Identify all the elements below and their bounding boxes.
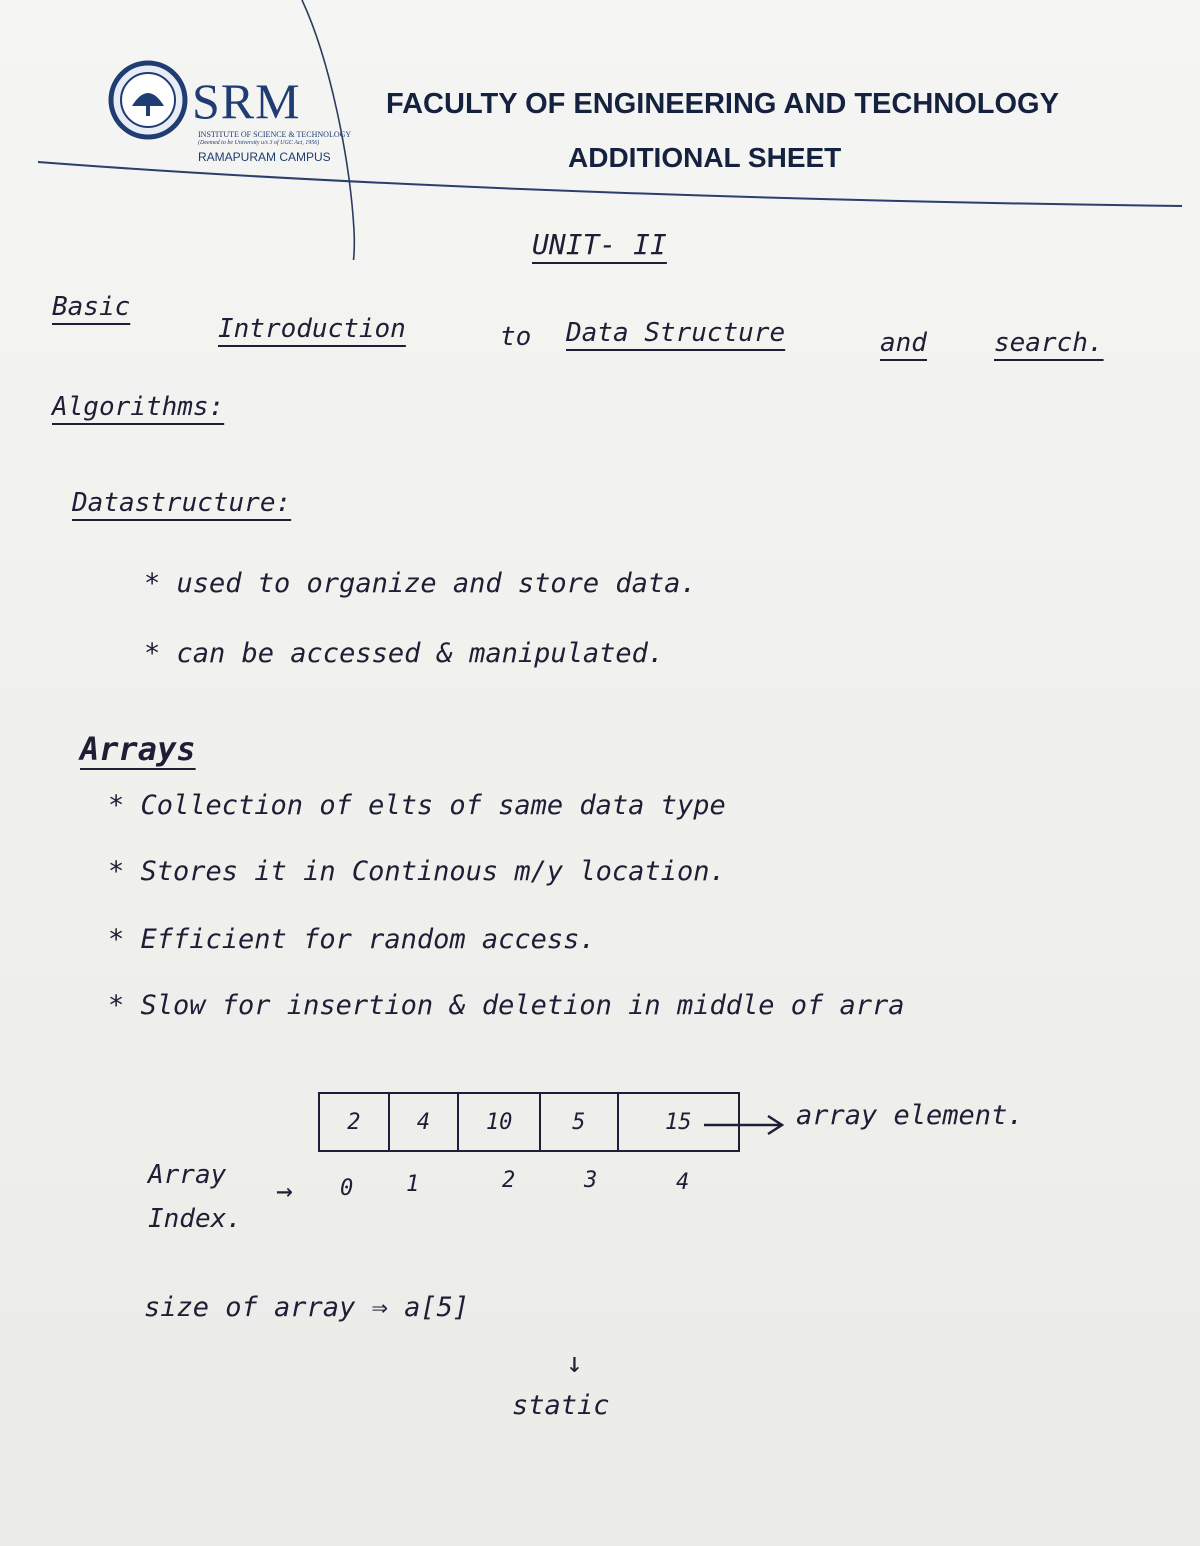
heading-word-introduction: Introduction bbox=[218, 314, 406, 344]
array-point-4: * Slow for insertion & deletion in middle of arra bbox=[108, 990, 905, 1021]
index-value: 4 bbox=[676, 1170, 690, 1195]
heading-word-and: and bbox=[880, 328, 927, 358]
array-point-2: * Stores it in Continous m/y location. bbox=[108, 856, 726, 887]
campus-name: RAMAPURAM CAMPUS bbox=[198, 150, 331, 164]
institute-name: INSTITUTE OF SCIENCE & TECHNOLOGY bbox=[198, 130, 352, 139]
array-cell: 2 bbox=[320, 1094, 390, 1150]
index-arrow-icon: → bbox=[276, 1174, 293, 1207]
index-value: 3 bbox=[584, 1168, 598, 1193]
deemed-note: (Deemed to be University u/s 3 of UGC Act, 1956) bbox=[198, 140, 320, 146]
unit-heading: UNIT- II bbox=[532, 228, 667, 261]
heading-word-search: search. bbox=[994, 328, 1104, 358]
array-cell: 4 bbox=[390, 1094, 460, 1150]
ds-point-1: * used to organize and store data. bbox=[144, 568, 697, 599]
index-value: 1 bbox=[406, 1172, 420, 1197]
static-label: static bbox=[512, 1390, 610, 1421]
array-point-3: * Efficient for random access. bbox=[108, 924, 596, 955]
index-value: 2 bbox=[502, 1168, 516, 1193]
heading-algorithms: Algorithms: bbox=[52, 392, 225, 422]
faculty-title: FACULTY OF ENGINEERING AND TECHNOLOGY bbox=[386, 88, 1059, 120]
srm-logo-icon bbox=[108, 60, 188, 140]
size-of-array-line: size of array ⇒ a[5] bbox=[144, 1292, 470, 1323]
heading-word-to: to bbox=[500, 322, 532, 352]
index-label-array: Array bbox=[148, 1160, 227, 1190]
array-diagram bbox=[318, 1092, 740, 1152]
heading-word-data-structure: Data Structure bbox=[566, 318, 786, 348]
ds-title: Datastructure: bbox=[72, 488, 292, 518]
down-arrow-icon: ↓ bbox=[566, 1346, 583, 1379]
array-point-1: * Collection of elts of same data type bbox=[108, 790, 726, 821]
array-cell: 10 bbox=[459, 1094, 541, 1150]
right-arrow-icon bbox=[700, 1110, 790, 1140]
sheet-title: ADDITIONAL SHEET bbox=[568, 142, 842, 173]
array-cell: 15 bbox=[665, 1109, 692, 1135]
index-value: 0 bbox=[340, 1176, 354, 1201]
srm-wordmark: SRM bbox=[192, 73, 301, 129]
array-element-label: array element. bbox=[796, 1100, 1024, 1131]
arrays-title: Arrays bbox=[80, 730, 196, 768]
ds-point-2: * can be accessed & manipulated. bbox=[144, 638, 665, 669]
array-cell: 5 bbox=[541, 1094, 619, 1150]
index-label-index: Index. bbox=[148, 1204, 242, 1234]
heading-word-basic: Basic bbox=[52, 292, 131, 322]
